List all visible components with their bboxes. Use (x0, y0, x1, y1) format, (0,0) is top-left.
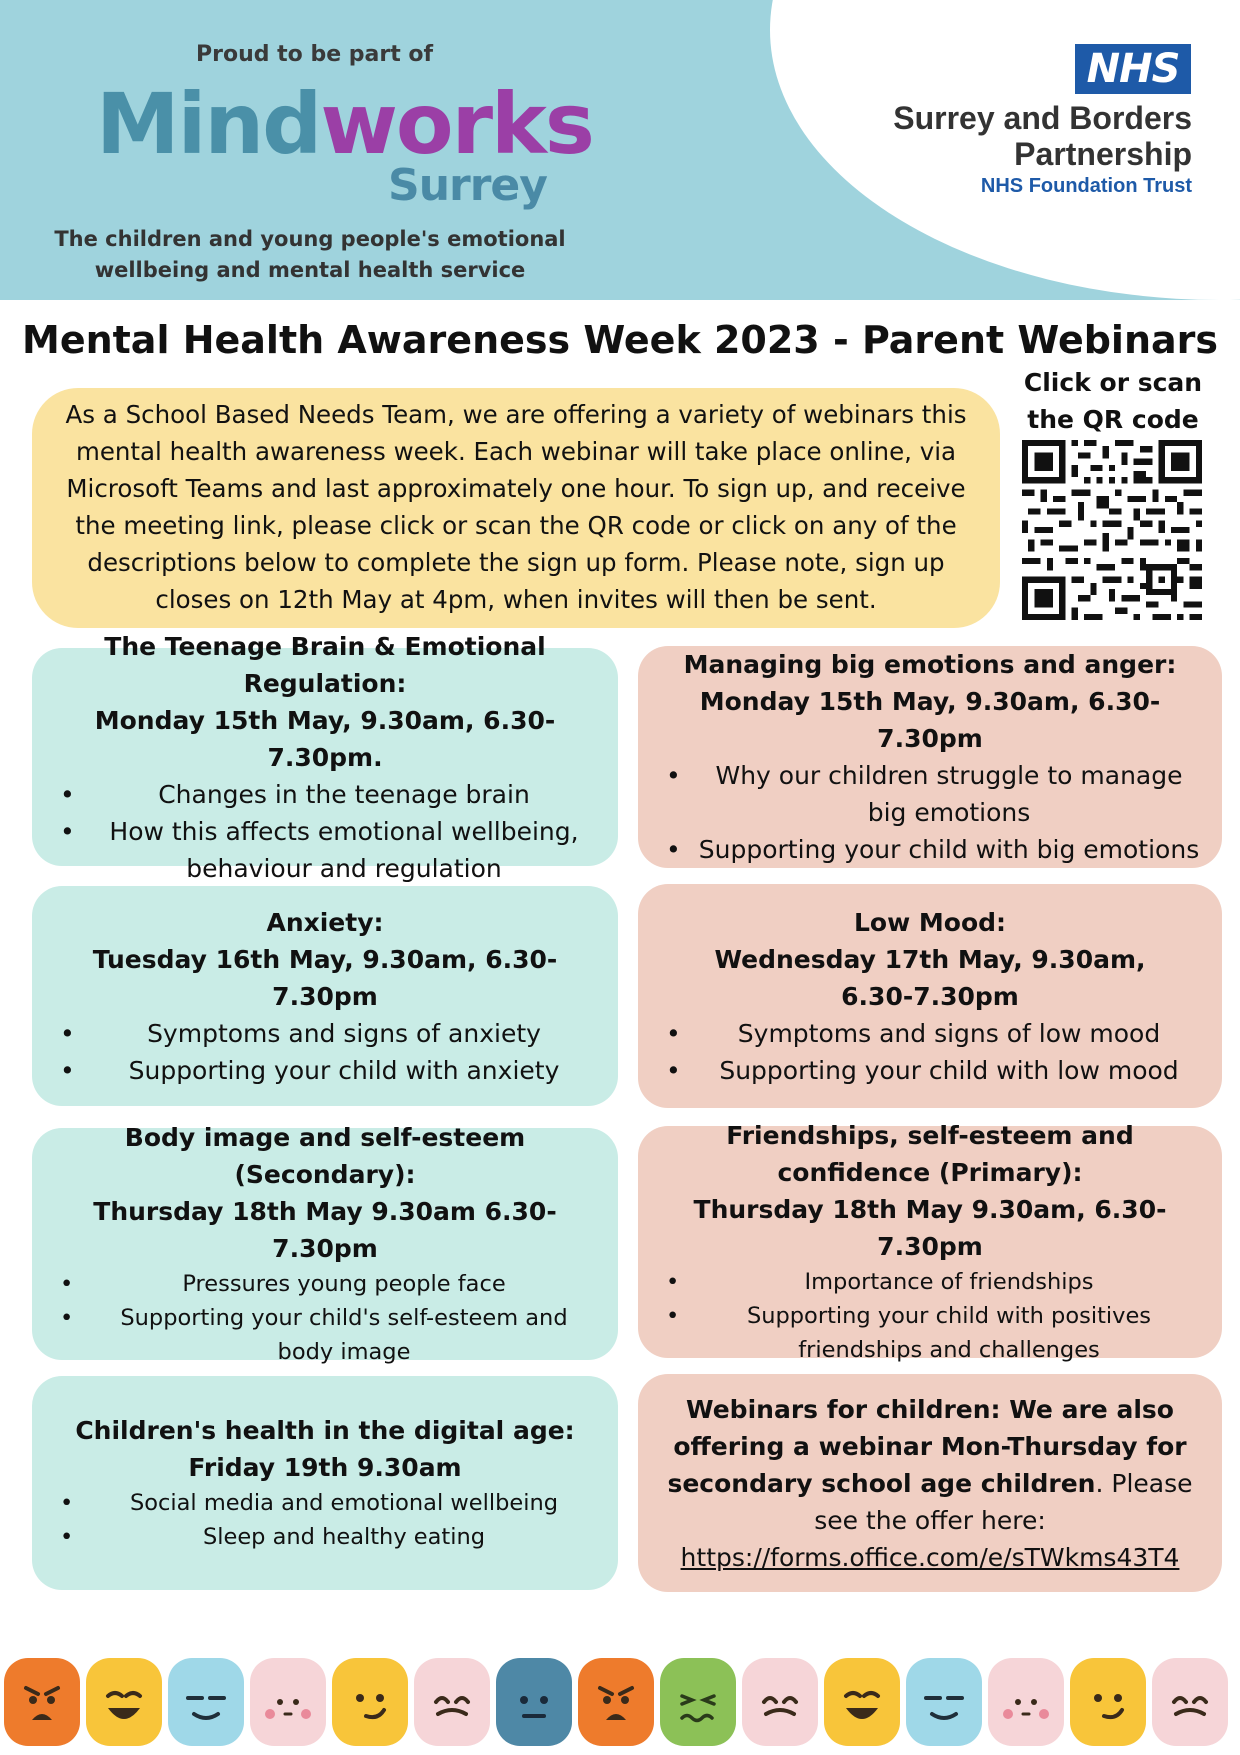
proud-text: Proud to be part of (196, 42, 434, 67)
card-heading: Managing big emotions and anger: (683, 650, 1177, 679)
bullet-item: • Supporting your child with big emotions (652, 831, 1208, 868)
happy-face-icon (414, 1658, 490, 1746)
card-bullets (46, 1486, 604, 1554)
bullet-item: • Supporting your child with positives friendships and challenges (652, 1299, 1208, 1367)
happy-face-icon (742, 1658, 818, 1746)
children-offer-text (652, 1391, 1208, 1539)
webinar-card-low-mood[interactable] (638, 884, 1222, 1108)
bullet-item: • Importance of friendships (652, 1265, 1208, 1299)
logo-part2: works (320, 75, 593, 173)
bullet-item: • Supporting your child with anxiety (46, 1052, 604, 1089)
children-offer-plain: . Please see the offer here: (814, 1468, 1193, 1535)
mindworks-logo (96, 75, 593, 173)
bullet-item: • Symptoms and signs of low mood (652, 1015, 1208, 1052)
trust-line2: Partnership (1014, 136, 1192, 172)
page-title: Mental Health Awareness Week 2023 - Parent Webinars (22, 318, 1218, 362)
card-heading: Low Mood: (853, 907, 1007, 937)
webinar-card-body-image[interactable] (32, 1123, 618, 1365)
laughing-face-icon (824, 1658, 900, 1746)
mindworks-tagline: The children and young people's emotional wellbeing and mental health service (54, 227, 566, 282)
angry-face-icon (4, 1658, 80, 1746)
happy-face-icon (1152, 1658, 1228, 1746)
card-bullets (46, 1015, 604, 1089)
bullet-item: • Pressures young people face (46, 1267, 604, 1301)
children-offer-bold: Webinars for children: We are also offering a webinar Mon-Thursday for secondary school age children (667, 1394, 1187, 1498)
children-offer-link[interactable]: https://forms.office.com/e/sTWkms43T4 (680, 1542, 1180, 1572)
card-date: Friday 19th 9.30am (188, 1453, 462, 1482)
nhs-logo: NHS (1075, 44, 1191, 94)
bullet-item: • Symptoms and signs of anxiety (46, 1015, 604, 1052)
blushing-face-icon (250, 1658, 326, 1746)
card-bullets (46, 1267, 604, 1369)
webinar-card-teenage-brain[interactable] (32, 631, 618, 883)
logo-part1: Mind (96, 75, 321, 173)
webinar-card-anxiety[interactable] (32, 886, 618, 1106)
webinar-card-big-emotions[interactable] (638, 646, 1222, 868)
blushing-face-icon (988, 1658, 1064, 1746)
calm-face-icon (168, 1658, 244, 1746)
card-bullets (652, 1015, 1208, 1089)
card-date: Tuesday 16th May, 9.30am, 6.30-7.30pm (92, 944, 558, 1011)
smirk-face-icon (1070, 1658, 1146, 1746)
qr-caption: Click or scan the QR code (1023, 368, 1203, 434)
calm-face-icon (906, 1658, 982, 1746)
webinar-card-digital-age[interactable] (32, 1376, 618, 1590)
bullet-item: • Sleep and healthy eating (46, 1520, 604, 1554)
card-heading: The Teenage Brain & Emotional Regulation: (104, 631, 546, 698)
card-date: Monday 15th May, 9.30am, 6.30-7.30pm (699, 687, 1161, 753)
card-date: Monday 15th May, 9.30am, 6.30-7.30pm. (94, 705, 556, 772)
card-date: Wednesday 17th May, 9.30am, 6.30-7.30pm (714, 944, 1146, 1011)
card-date: Thursday 18th May 9.30am, 6.30-7.30pm (693, 1195, 1167, 1261)
card-heading: Anxiety: (266, 907, 384, 937)
card-heading: Body image and self-esteem (Secondary): (124, 1123, 526, 1189)
bullet-item: • Changes in the teenage brain (46, 776, 604, 813)
card-date: Thursday 18th May 9.30am 6.30-7.30pm (93, 1197, 557, 1263)
card-heading: Friendships, self-esteem and confidence (Primary): (726, 1121, 1134, 1187)
card-bullets (652, 1265, 1208, 1367)
qr-code-icon[interactable] (1022, 440, 1202, 620)
trust-line3: NHS Foundation Trust (980, 175, 1192, 197)
angry-face-icon (578, 1658, 654, 1746)
neutral-face-icon (496, 1658, 572, 1746)
card-bullets (652, 757, 1208, 868)
card-heading: Children's health in the digital age: (75, 1416, 575, 1445)
trust-line1: Surrey and Borders (893, 100, 1192, 136)
webinar-card-friendships[interactable] (638, 1121, 1222, 1363)
trust-name (840, 100, 1192, 200)
logo-sub: Surrey (388, 160, 547, 211)
bullet-item: • Social media and emotional wellbeing (46, 1486, 604, 1520)
smirk-face-icon (332, 1658, 408, 1746)
card-bullets (46, 776, 604, 887)
bullet-item: • Why our children struggle to manage big emotions (652, 757, 1208, 831)
intro-text: As a School Based Needs Team, we are offering a variety of webinars this mental health awareness week. Each webinar will take place online, via Microsoft Teams and last approximately one hour. To sign up, and receive the meeting link, please click or scan the QR code or click on any of the descriptions below to complete the sign up form. Please note, sign up closes on 12th May at 4pm, when invites will then be sent. (32, 388, 1000, 628)
bullet-item: • Supporting your child with low mood (652, 1052, 1208, 1089)
laughing-face-icon (86, 1658, 162, 1746)
webinar-card-children[interactable] (638, 1374, 1222, 1592)
sick-face-icon (660, 1658, 736, 1746)
emoji-strip (4, 1658, 1236, 1746)
bullet-item: • How this affects emotional wellbeing, behaviour and regulation (46, 813, 604, 887)
bullet-item: • Supporting your child's self-esteem and body image (46, 1301, 604, 1369)
header-banner (0, 0, 1240, 300)
